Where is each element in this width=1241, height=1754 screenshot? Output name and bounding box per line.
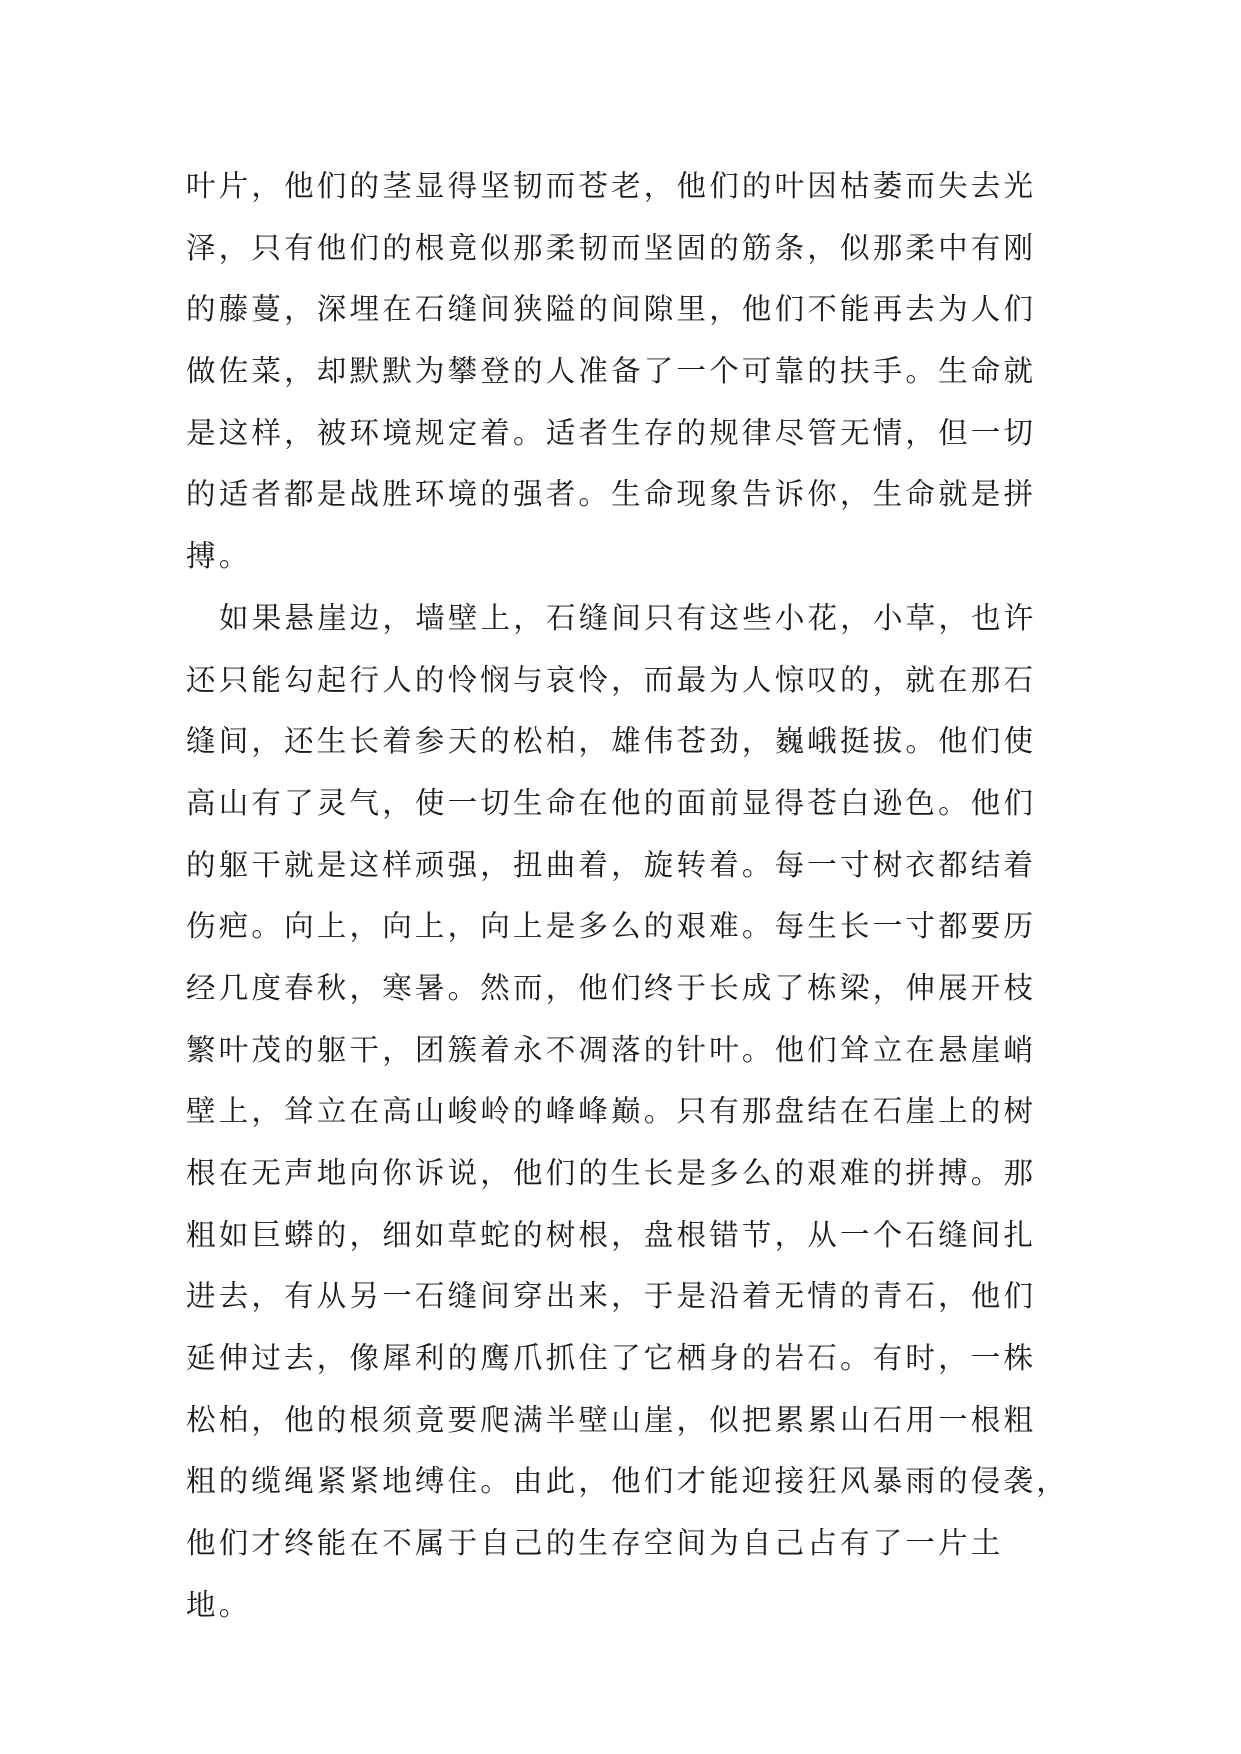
text-line: 伤疤。向上，向上，向上是多么的艰难。每生长一寸都要历: [186, 909, 1037, 944]
text-line: 粗如巨蟒的，细如草蛇的树根，盘根错节，从一个石缝间扎: [186, 1217, 1037, 1252]
text-line: 还只能勾起行人的怜悯与哀怜，而最为人惊叹的，就在那石: [186, 662, 1037, 697]
text-line: 搏。: [186, 539, 252, 574]
text-line: 延伸过去，像犀利的鹰爪抓住了它栖身的岩石。有时，一株: [186, 1341, 1037, 1376]
text-line: 粗的缆绳紧紧地缚住。由此，他们才能迎接狂风暴雨的侵袭，: [186, 1464, 1069, 1499]
paragraph-first-line: 如果悬崖边，墙壁上，石缝间只有这些小花，小草，也许: [219, 600, 1037, 635]
text-line: 他们才终能在不属于自己的生存空间为自己占有了一片土: [186, 1526, 1004, 1561]
text-line: 的躯干就是这样顽强，扭曲着，旋转着。每一寸树衣都结着: [186, 847, 1037, 882]
text-line: 的藤蔓，深埋在石缝间狭隘的间隙里，他们不能再去为人们: [186, 292, 1037, 327]
text-line: 地。: [186, 1587, 252, 1622]
text-line: 叶片，他们的茎显得坚韧而苍老，他们的叶因枯萎而失去光: [186, 169, 1037, 203]
text-line: 是这样，被环境规定着。适者生存的规律尽管无情，但一切: [186, 415, 1037, 450]
text-line: 进去，有从另一石缝间穿出来，于是沿着无情的青石，他们: [186, 1279, 1037, 1314]
text-line: 缝间，还生长着参天的松柏，雄伟苍劲，巍峨挺拔。他们使: [186, 724, 1037, 759]
text-line: 泽，只有他们的根竟似那柔韧而坚固的筋条，似那柔中有刚: [186, 230, 1037, 265]
text-line: 做佐菜，却默默为攀登的人准备了一个可靠的扶手。生命就: [186, 354, 1037, 389]
text-line: 高山有了灵气，使一切生命在他的面前显得苍白逊色。他们: [186, 785, 1037, 820]
body-text: [186, 156, 1069, 1637]
text-line: 根在无声地向你诉说，他们的生长是多么的艰难的拼搏。那: [186, 1156, 1037, 1190]
text-line: 繁叶茂的躯干，团簇着永不凋落的针叶。他们耸立在悬崖峭: [186, 1032, 1037, 1067]
text-line: 壁上，耸立在高山峻岭的峰峰巅。只有那盘结在石崖上的树: [186, 1094, 1037, 1129]
text-line: 经几度春秋，寒暑。然而，他们终于长成了栋梁，伸展开枝: [186, 970, 1037, 1005]
text-line: 的适者都是战胜环境的强者。生命现象告诉你，生命就是拼: [186, 477, 1037, 512]
text-line: 松柏，他的根须竟要爬满半壁山崖，似把累累山石用一根粗: [186, 1402, 1037, 1437]
